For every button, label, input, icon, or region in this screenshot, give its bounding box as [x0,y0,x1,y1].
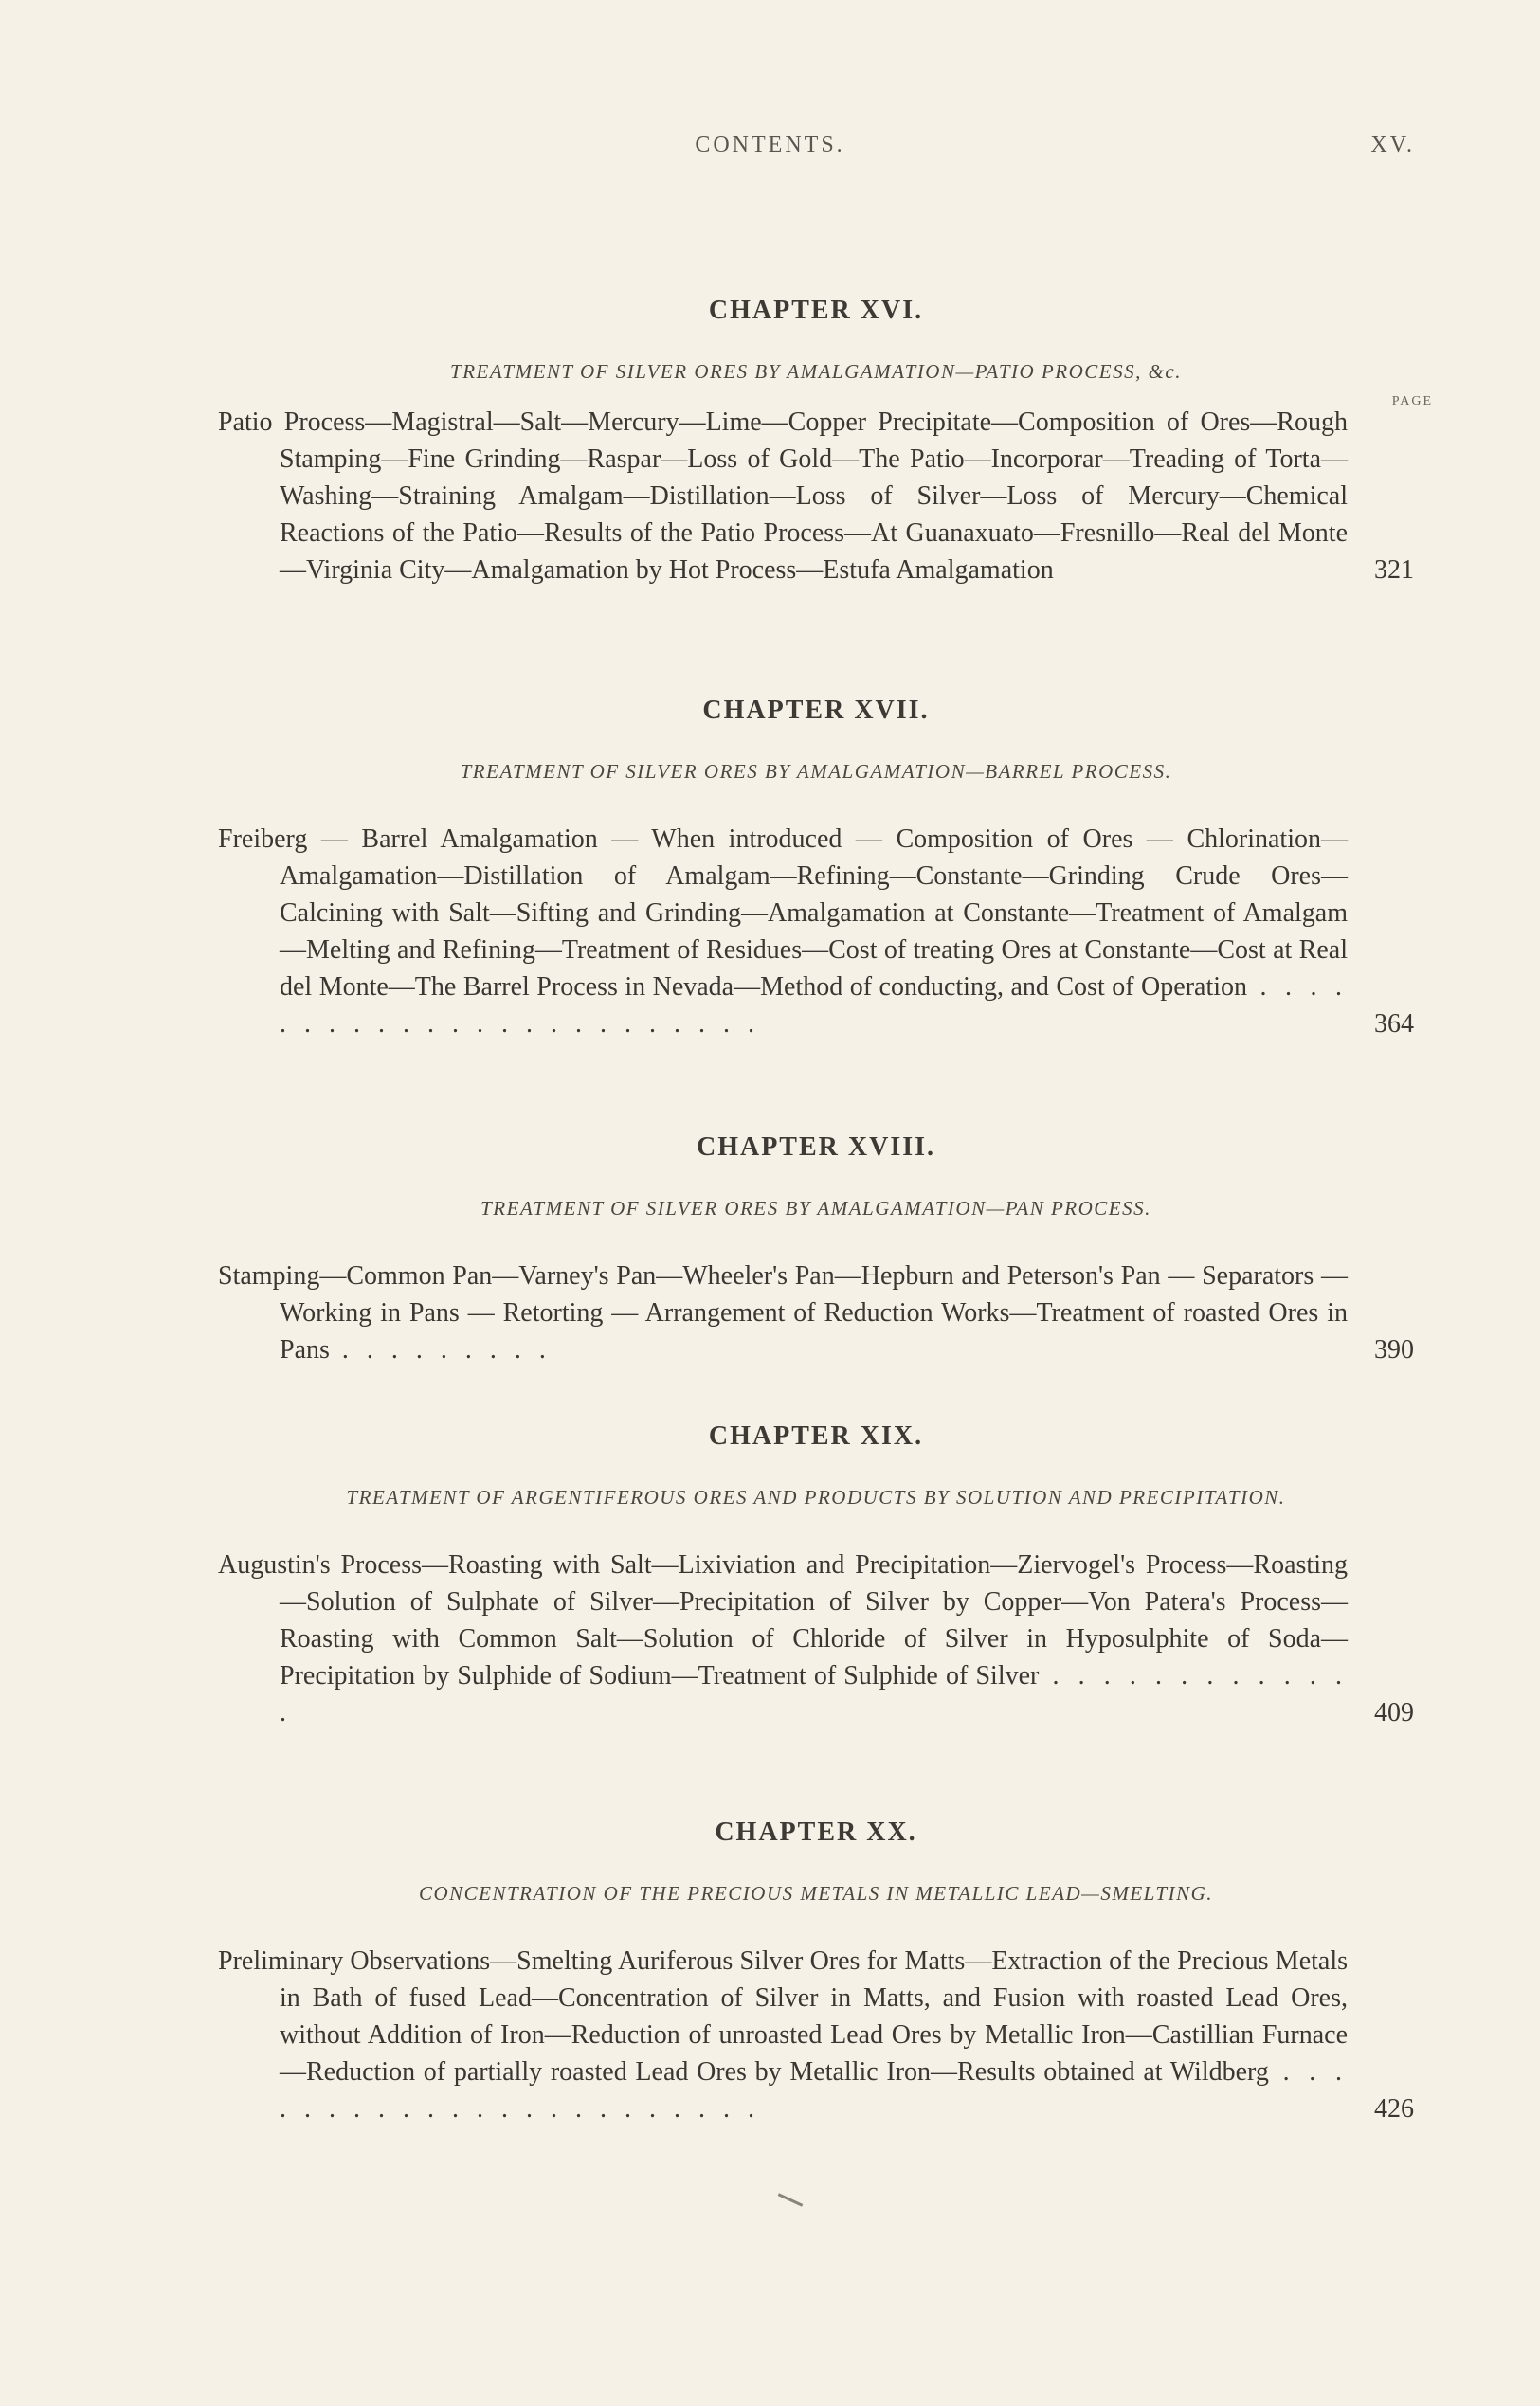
chapter-subtitle: TREATMENT OF ARGENTIFEROUS ORES AND PRODUCTS BY SOLUTION AND PRECIPITATION. [346,1486,1286,1509]
chapter-contents-entry [218,1257,1414,1368]
page-column-label: PAGE [1391,394,1433,408]
leader-dots: . . . . . . . . . . . . . [280,1661,1349,1728]
chapter-xvi [218,296,1433,588]
entry-text: Augustin's Process—Roasting with Salt—Lixiviation and Precipitation—Ziervogel's Process—Roasting—Solution of Sulphate of Silver—Precipitation of Silver by Copper—Von Patera's Process—Roasting with Common Salt—Solution of Chloride of Silver in Hyposulphite of Soda—Precipitation by Sulphide of Sodium—Treatment of Sulphide of Silver [218,1550,1348,1691]
entry-text: Freiberg — Barrel Amalgamation — When introduced — Composition of Ores — Chlorination—Amalgamation—Distillation of Amalgam—Refining—Constante—Grinding Crude Ores—Calcining with Salt—Sifting and Grinding—Amalgamation at Constante—Treatment of Amalgam—Melting and Refining—Treatment of Residues—Cost of treating Ores at Constante—Cost at Real del Monte—The Barrel Process in Nevada—Method of conducting, and Cost of Operation [218,824,1348,1002]
page-folio: XV. [1370,133,1415,157]
page-number: 321 [1374,555,1414,585]
page-number: 364 [1374,1009,1414,1039]
entry-text: Patio Process—Magistral—Salt—Mercury—Lime—Copper Precipitate—Composition of Ores—Rough Stamping—Fine Grinding—Raspar—Loss of Gold—The Patio—Incorporar—Treading of Torta—Washing—Straining Amalgam—Distillation—Loss of Silver—Loss of Mercury—Chemical Reactions of the Patio—Results of the Patio Process—At Guanaxuato—Fresnillo—Real del Monte—Virginia City—Amalgamation by Hot Process—Estufa Amalgamation [218,407,1348,585]
chapter-subtitle: TREATMENT OF SILVER ORES BY AMALGAMATION—PATIO PROCESS, &c. [450,360,1182,383]
chapter-xix [218,1421,1414,1731]
chapter-subtitle: TREATMENT OF SILVER ORES BY AMALGAMATION—BARREL PROCESS. [460,760,1172,783]
page-number: 426 [1374,2094,1414,2124]
leader-dots: . . . . . . . . . . . . . . . . . . . . . . . [280,2057,1348,2124]
chapter-xvii [218,696,1414,1042]
running-head-title: CONTENTS. [695,133,845,157]
chapter-subtitle: CONCENTRATION OF THE PRECIOUS METALS IN METALLIC LEAD—SMELTING. [418,1882,1214,1905]
chapter-subtitle: TREATMENT OF SILVER ORES BY AMALGAMATION—PAN PROCESS. [480,1197,1151,1220]
chapter-contents-entry [218,1943,1414,2127]
chapter-heading: CHAPTER XX. [715,1818,917,1847]
entry-text: Preliminary Observations—Smelting Auriferous Silver Ores for Matts—Extraction of the Precious Metals in Bath of fused Lead—Concentration of Silver in Matts, and Fusion with roasted Lead Ores, without Addition of Iron—Reduction of unroasted Lead Ores by Metallic Iron—Castillian Furnace—Reduction of partially roasted Lead Ores by Metallic Iron—Results obtained at Wildberg [218,1946,1348,2087]
chapter-heading: CHAPTER XVI. [708,296,924,325]
chapter-contents-entry [218,821,1414,1042]
scan-mark [778,2193,804,2207]
leader-dots: . . . . . . . . . [329,1335,552,1365]
chapter-xx [218,1818,1414,2127]
leader-dots: . . . . . . . . . . . . . . . . . . . . . . . . [280,972,1348,1039]
page-number: 390 [1374,1335,1414,1365]
page-number: 409 [1374,1698,1414,1728]
chapter-contents-entry [218,404,1414,588]
chapter-heading: CHAPTER XIX. [708,1421,924,1451]
chapter-heading: CHAPTER XVIII. [696,1132,936,1162]
entry-text: Stamping—Common Pan—Varney's Pan—Wheeler's Pan—Hepburn and Peterson's Pan — Separators — Working in Pans — Retorting — Arrangement of Reduction Works—Treatment of roasted Ores in Pans [218,1261,1348,1365]
chapter-heading: CHAPTER XVII. [702,696,930,725]
chapter-xviii [218,1132,1414,1368]
chapter-contents-entry [218,1547,1414,1731]
